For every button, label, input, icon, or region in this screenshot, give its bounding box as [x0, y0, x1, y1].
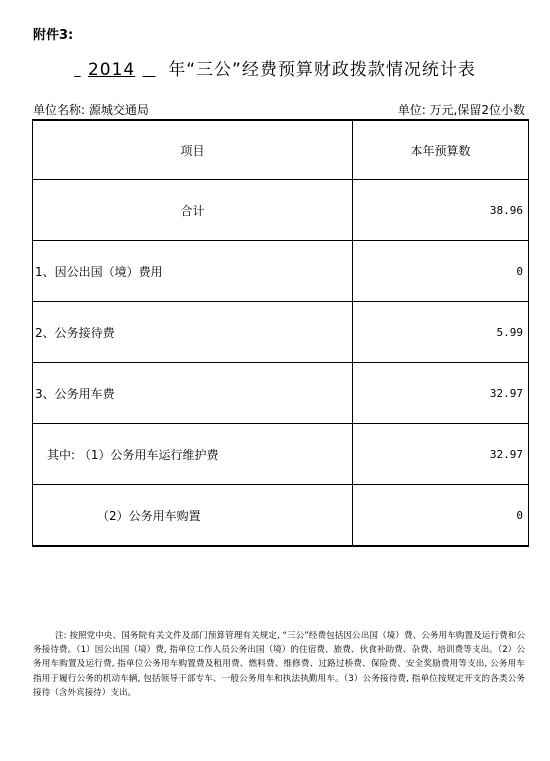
header-value: 本年预算数 — [353, 120, 529, 180]
row-label-total: 合计 — [33, 180, 353, 241]
attachment-label: 附件3: — [33, 28, 74, 43]
budget-table — [32, 119, 529, 547]
unit-name: 单位名称: 源城交通局 — [33, 103, 149, 117]
table-row — [33, 302, 529, 363]
row-value: 0 — [353, 485, 529, 547]
table-row — [33, 241, 529, 302]
table-row — [33, 180, 529, 241]
row-value: 32.97 — [353, 363, 529, 424]
table-row — [33, 424, 529, 485]
row-value: 5.99 — [353, 302, 529, 363]
table-row — [33, 363, 529, 424]
footnote: 注: 按照党中央、国务院有关文件及部门预算管理有关规定, “三公”经费包括因公出国（境）费、公务用车购置及运行费和公务接待费。（1）因公出国（境）费, 指单位工作人员公务出国（境）的住宿费、旅费、伙食补助费、杂费、培训费等支出。（2）公务用车购置及运行费, 指单位公务用车购置费及租用费、燃料费、维修费、过路过桥费、保险费、安全奖励费用等支出, 公务用车指用于履行公务的机动车辆, 包括领导干部专车、一般公务用车和执法执勤用车。（3）公务接待费, 指单位按规定开支的各类公务接待（含外宾接待）支出。 — [33, 631, 525, 698]
page-title — [0, 55, 550, 80]
row-label: 1、因公出国（境）费用 — [33, 241, 353, 302]
header-item: 项目 — [33, 120, 353, 180]
table-row — [33, 485, 529, 547]
row-value: 32.97 — [353, 424, 529, 485]
row-value: 0 — [353, 241, 529, 302]
table-header-row — [33, 120, 529, 180]
row-label: （2）公务用车购置 — [33, 485, 353, 547]
row-label: 其中: （1）公务用车运行维护费 — [33, 424, 353, 485]
row-value-total: 38.96 — [353, 180, 529, 241]
title-text: 年“三公”经费预算财政拨款情况统计表 — [168, 60, 476, 80]
row-label: 2、公务接待费 — [33, 302, 353, 363]
row-label: 3、公务用车费 — [33, 363, 353, 424]
unit-note: 单位: 万元,保留2位小数 — [397, 103, 525, 117]
title-year: 2014 — [87, 60, 136, 80]
